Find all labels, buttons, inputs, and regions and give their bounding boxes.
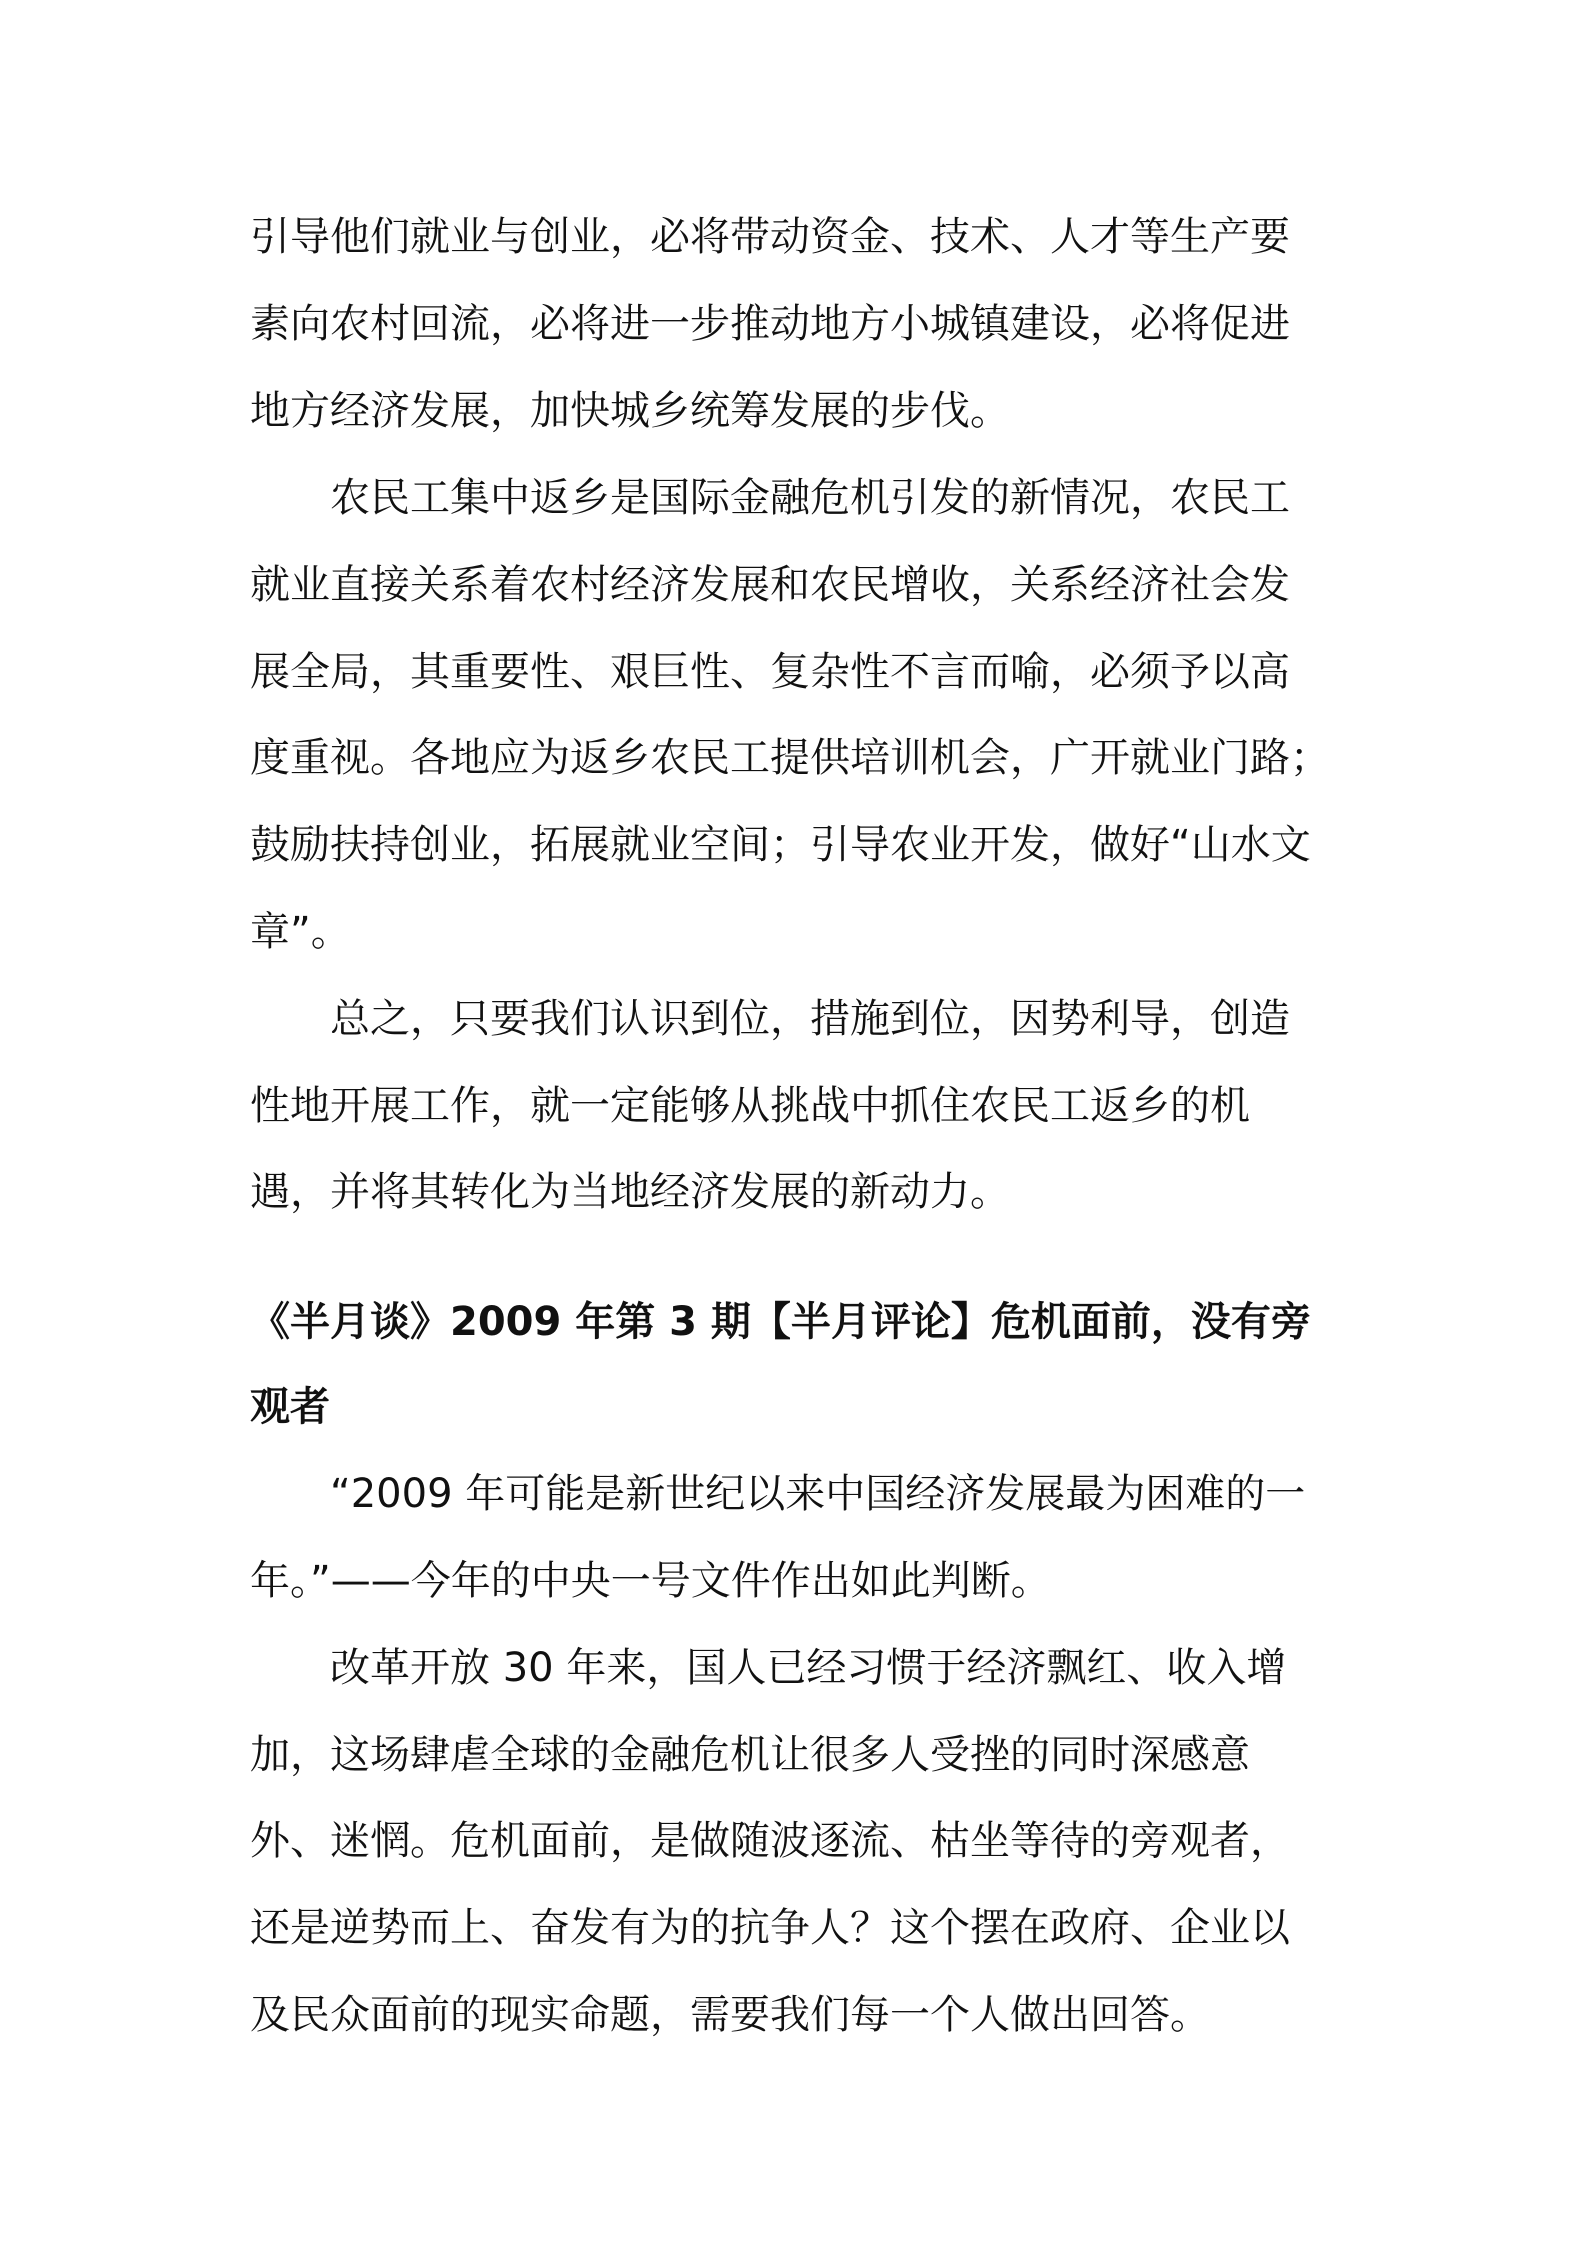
article-paragraph-2-line-5: 及民众面前的现实命题，需要我们每一个人做出回答。 [250, 1992, 1210, 2038]
article-paragraph-2-line-2: 加，这场肆虐全球的金融危机让很多人受挫的同时深感意 [250, 1732, 1250, 1778]
article-paragraph-2-line-4: 还是逆势而上、奋发有为的抗争人？这个摆在政府、企业以 [250, 1905, 1290, 1951]
article-paragraph-2-line-3: 外、迷惘。危机面前，是做随波逐流、枯坐等待的旁观者， [250, 1818, 1290, 1864]
paragraph-3-line-2: 性地开展工作，就一定能够从挑战中抓住农民工返乡的机 [250, 1083, 1250, 1129]
paragraph-2-line-4: 度重视。各地应为返乡农民工提供培训机会，广开就业门路； [250, 735, 1330, 781]
paragraph-2-line-5: 鼓励扶持创业，拓展就业空间；引导农业开发，做好“山水文 [250, 822, 1311, 868]
paragraph-1-line-2: 素向农村回流，必将进一步推动地方小城镇建设，必将促进 [250, 301, 1290, 347]
article-heading-line-1: 《半月谈》2009 年第 3 期【半月评论】危机面前，没有旁 [250, 1299, 1311, 1345]
article-paragraph-1-line-2: 年。”——今年的中央一号文件作出如此判断。 [250, 1558, 1051, 1604]
article-heading-line-2: 观者 [250, 1384, 330, 1430]
article-paragraph-1-line-1: “2009 年可能是新世纪以来中国经济发展最为困难的一 [330, 1471, 1306, 1517]
article-paragraph-2-line-1: 改革开放 30 年来，国人已经习惯于经济飘红、收入增 [330, 1645, 1287, 1691]
paragraph-1-line-3: 地方经济发展，加快城乡统筹发展的步伐。 [250, 388, 1010, 434]
paragraph-3-line-3: 遇，并将其转化为当地经济发展的新动力。 [250, 1169, 1010, 1215]
paragraph-2-line-3: 展全局，其重要性、艰巨性、复杂性不言而喻，必须予以高 [250, 649, 1290, 695]
paragraph-2-line-6: 章”。 [250, 909, 351, 955]
paragraph-2-line-2: 就业直接关系着农村经济发展和农民增收，关系经济社会发 [250, 562, 1290, 608]
paragraph-3-line-1: 总之，只要我们认识到位，措施到位，因势利导，创造 [330, 996, 1290, 1042]
paragraph-2-line-1: 农民工集中返乡是国际金融危机引发的新情况，农民工 [330, 475, 1290, 521]
paragraph-1-line-1: 引导他们就业与创业，必将带动资金、技术、人才等生产要 [250, 214, 1290, 260]
